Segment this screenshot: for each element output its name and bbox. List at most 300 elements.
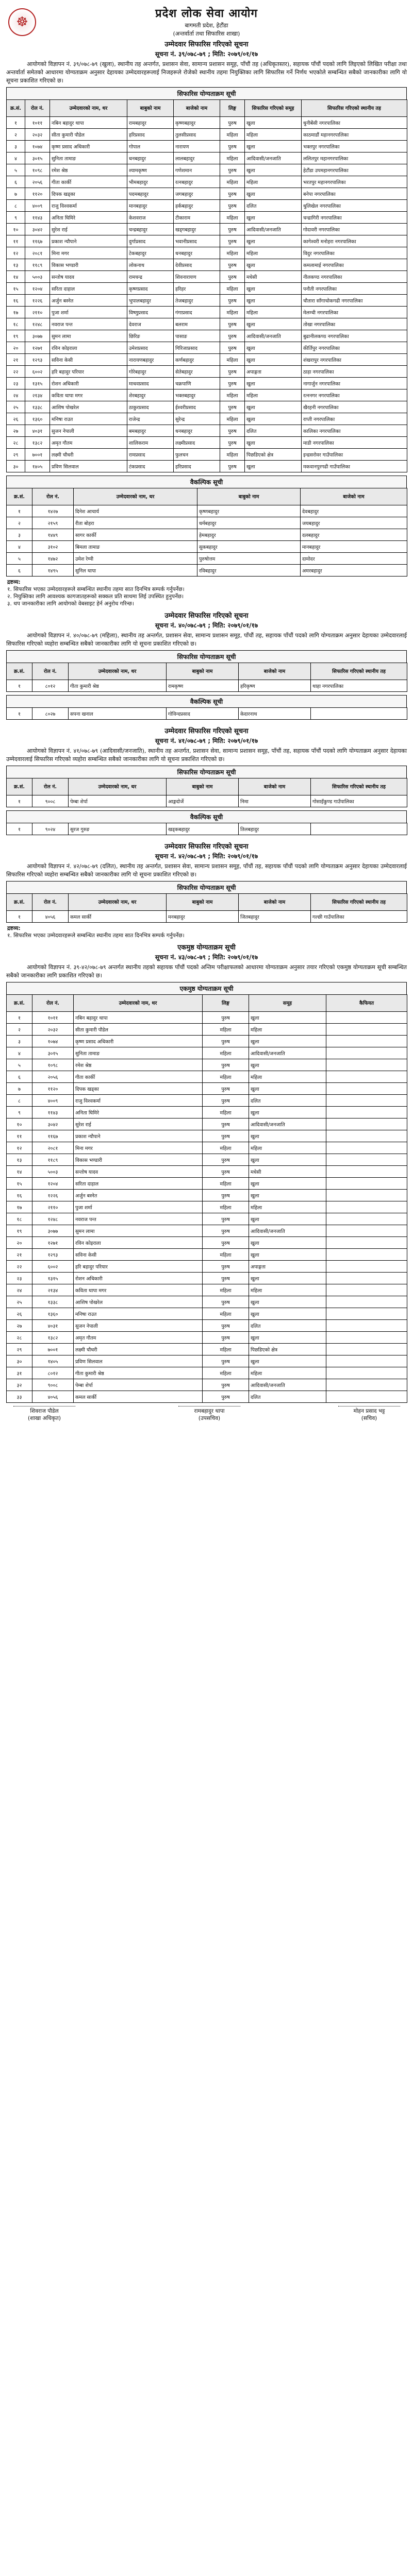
column-header: लिङ्ग bbox=[220, 100, 245, 117]
table-cell: मनिषा राउत bbox=[50, 413, 127, 425]
notice-4-number: सूचना नं. ४२/०७८-७९ ; मिति: २०७९/०१/१७ bbox=[155, 853, 258, 860]
table-row bbox=[7, 330, 407, 342]
table-row bbox=[7, 1142, 407, 1154]
table-row bbox=[7, 188, 407, 200]
table-row bbox=[7, 1249, 407, 1261]
notice-5-title: एकमुष्ठ योग्यताक्रम सूची bbox=[177, 944, 236, 952]
table-cell: गोदावरी नगरपालिका bbox=[302, 224, 407, 235]
table-cell: २१५९ bbox=[32, 517, 74, 529]
table-cell: ३१०२ bbox=[32, 541, 74, 553]
table-cell: आदिवासी/जनजाति bbox=[249, 1225, 326, 1237]
table-cell: प्रकाश न्यौपाने bbox=[50, 235, 127, 247]
table-cell: अनिता घिमिरे bbox=[50, 212, 127, 224]
table-cell: केशवराज bbox=[127, 212, 174, 224]
table-cell: खड्कबहादुर bbox=[167, 823, 239, 835]
table-cell: माधवप्रसाद bbox=[127, 378, 174, 389]
table-cell: महिला bbox=[203, 1071, 249, 1083]
column-header: समूह bbox=[249, 995, 326, 1012]
notice-4-paragraph: आयोगको विज्ञापन नं. ४२/०७८-७९ (दलित), स्थानीय तह अन्तर्गत, प्रशासन सेवा, सामान्य प्रशासन समूह, पाँचौं तह, सहायक पाँचौं पदको लागि योग्यताक्रम अनुसार देहायका उम्मेदवारलाई सिफारिस गरिएको व्यहोरा सम्बन्धित सबैको जानकारीका लागि यो सूचना प्रकाशित गरिएको छ। bbox=[6, 863, 407, 878]
table-cell: १२ bbox=[7, 247, 25, 259]
table-row bbox=[7, 1332, 407, 1344]
table-cell: ५००३ bbox=[25, 271, 50, 283]
table-cell: ३३ bbox=[7, 1391, 32, 1403]
table-cell: मकवानपुरगढी गाउँपालिका bbox=[302, 461, 407, 472]
table-cell: पुरुष bbox=[203, 1355, 249, 1367]
notice-2-table bbox=[6, 663, 407, 692]
table-cell: खुला bbox=[245, 164, 302, 176]
table-cell: १ bbox=[7, 911, 32, 923]
table-row bbox=[7, 1225, 407, 1237]
table-cell: अपाङ्गता bbox=[245, 366, 302, 378]
document-page bbox=[4, 0, 409, 1427]
table-cell: राजु विश्वकर्मा bbox=[50, 200, 127, 212]
table-row bbox=[7, 795, 407, 807]
table-cell: देवीप्रसाद bbox=[174, 259, 220, 271]
column-header: लिङ्ग bbox=[203, 995, 249, 1012]
table-cell: गीता कार्की bbox=[50, 176, 127, 188]
notice-1-table-body bbox=[7, 117, 407, 472]
table-cell: रोशन अधिकारी bbox=[50, 378, 127, 389]
table-cell: ३०७७ bbox=[32, 1225, 74, 1237]
table-cell: खुला bbox=[249, 1012, 326, 1024]
table-cell: १०७४ bbox=[32, 1036, 74, 1047]
notice-3-alt-caption: वैकल्पिक सूची bbox=[6, 810, 407, 823]
table-cell: १२७१ bbox=[32, 1237, 74, 1249]
table-cell: हरिप्रसाद bbox=[174, 461, 220, 472]
table-cell: पदमबहादुर bbox=[127, 188, 174, 200]
table-cell: ९००८ bbox=[32, 795, 69, 807]
table-cell bbox=[326, 1083, 407, 1095]
table-row bbox=[7, 1083, 407, 1095]
table-cell: पुरुष bbox=[220, 141, 245, 152]
table-cell: खुला bbox=[249, 1273, 326, 1284]
table-cell: हरि बहादुर परियार bbox=[74, 1261, 203, 1273]
table-cell: अनिता घिमिरे bbox=[74, 1107, 203, 1118]
column-header: बाबुको नाम bbox=[167, 663, 239, 680]
table-cell: २५ bbox=[7, 1296, 32, 1308]
table-cell: दुर्गाप्रसाद bbox=[127, 235, 174, 247]
notice-1-table bbox=[6, 99, 407, 472]
table-cell: रविबहादुर bbox=[197, 565, 301, 577]
table-cell: १०९८ bbox=[25, 164, 50, 176]
table-cell: सुनिता तामाङ bbox=[74, 1047, 203, 1059]
table-row bbox=[7, 235, 407, 247]
table-cell: शिवनारायण bbox=[174, 271, 220, 283]
table-cell: पुरुष bbox=[203, 1213, 249, 1225]
table-cell: राजु विश्वकर्मा bbox=[74, 1095, 203, 1107]
table-cell: कृष्णप्रसाद bbox=[127, 283, 174, 295]
table-cell: सुकबहादुर bbox=[197, 541, 301, 553]
table-cell: दिपक खड्का bbox=[74, 1083, 203, 1095]
column-header: उम्मेदवारको नाम, थर bbox=[69, 778, 167, 795]
table-cell: मनबहादुर bbox=[167, 911, 239, 923]
table-cell: ६ bbox=[7, 1071, 32, 1083]
table-cell: सन्तोष यादव bbox=[74, 1166, 203, 1178]
table-cell: जयबहादुर bbox=[301, 517, 407, 529]
table-cell: २८ bbox=[7, 1332, 32, 1344]
table-cell bbox=[326, 1213, 407, 1225]
table-cell: २ bbox=[7, 1024, 32, 1036]
table-cell: सागर कार्की bbox=[74, 529, 197, 541]
table-cell: पुरुष bbox=[203, 1118, 249, 1130]
table-cell: खुला bbox=[249, 1130, 326, 1142]
table-cell: खुला bbox=[245, 401, 302, 413]
table-cell: पुरुष bbox=[220, 318, 245, 330]
table-cell: श्यामकृष्ण bbox=[127, 164, 174, 176]
table-cell bbox=[311, 823, 407, 835]
table-cell: १२९३ bbox=[25, 354, 50, 366]
table-cell: पुरुष bbox=[220, 437, 245, 449]
table-cell: खुला bbox=[249, 1107, 326, 1118]
notice-1-title: उम्मेदवार सिफारिस गरिएको सूचना bbox=[164, 41, 249, 48]
table-cell: दलित bbox=[249, 1320, 326, 1332]
table-cell: नागार्जुन नगरपालिका bbox=[302, 378, 407, 389]
column-header: रोल नं. bbox=[32, 894, 69, 911]
table-row bbox=[7, 117, 407, 129]
table-cell: मानबहादुर bbox=[301, 541, 407, 553]
table-cell: १२४८ bbox=[32, 1213, 74, 1225]
table-row bbox=[7, 342, 407, 354]
signatory-name: रामबहादुर थापा bbox=[178, 1406, 240, 1415]
notice-4-table-caption: सिफारिस योग्यताक्रम सूची bbox=[6, 881, 407, 893]
table-cell bbox=[326, 1118, 407, 1130]
table-cell: हर्कबहादुर bbox=[174, 200, 220, 212]
table-cell: ५ bbox=[7, 164, 25, 176]
table-cell: हरिप्रसाद bbox=[127, 129, 174, 141]
table-cell: अमृत गौतम bbox=[74, 1332, 203, 1344]
notes-1 bbox=[7, 579, 406, 607]
table-row bbox=[7, 449, 407, 461]
table-cell bbox=[311, 708, 407, 720]
table-cell: २२ bbox=[7, 366, 25, 378]
notice-5-table-body bbox=[7, 1012, 407, 1403]
table-cell: भक्तबहादुर bbox=[174, 389, 220, 401]
column-header: बाजेको नाम bbox=[174, 100, 220, 117]
table-cell: सीता कुमारी पौडेल bbox=[50, 129, 127, 141]
table-cell: १ bbox=[7, 680, 32, 692]
signatory-name: मोहन प्रसाद भट्ट bbox=[338, 1406, 400, 1415]
table-cell: काठमाडौं महानगरपालिका bbox=[302, 129, 407, 141]
table-cell: १७ bbox=[7, 307, 25, 318]
table-cell: महिला bbox=[245, 389, 302, 401]
table-cell: दलित bbox=[249, 1391, 326, 1403]
table-row bbox=[7, 271, 407, 283]
table-row bbox=[7, 1201, 407, 1213]
notice-5-table bbox=[6, 994, 407, 1403]
table-cell: दलित bbox=[245, 200, 302, 212]
table-cell: महिला bbox=[220, 129, 245, 141]
column-header: रोल नं. bbox=[32, 778, 69, 795]
table-cell: ललितपुर महानगरपालिका bbox=[302, 152, 407, 164]
table-cell: पेम्बा शेर्पा bbox=[69, 795, 167, 807]
table-cell: रामबहादुर bbox=[127, 117, 174, 129]
table-cell bbox=[326, 1379, 407, 1391]
table-cell: गोविन्दप्रसाद bbox=[167, 708, 239, 720]
table-cell: महिला bbox=[220, 307, 245, 318]
table-cell: ३ bbox=[7, 1036, 32, 1047]
table-cell: धनबहादुर bbox=[127, 152, 174, 164]
table-cell bbox=[326, 1178, 407, 1190]
table-row bbox=[7, 1166, 407, 1178]
table-cell: महिला bbox=[203, 1284, 249, 1296]
table-cell: विकास भण्डारी bbox=[74, 1154, 203, 1166]
table-cell: कालिका नगरपालिका bbox=[302, 425, 407, 437]
commission-header bbox=[4, 5, 409, 36]
table-cell: लक्ष्मी चौधरी bbox=[74, 1344, 203, 1355]
table-cell: पुरुष bbox=[220, 401, 245, 413]
column-header: क्र.सं. bbox=[7, 995, 32, 1012]
table-cell: आदिवासी/जनजाति bbox=[245, 152, 302, 164]
table-cell: पुरुष bbox=[220, 366, 245, 378]
table-cell: प्रविण सिलवाल bbox=[50, 461, 127, 472]
table-cell: हेटौंडा उपमहानगरपालिका bbox=[302, 164, 407, 176]
table-cell: १३१५ bbox=[32, 1273, 74, 1284]
table-row bbox=[7, 1308, 407, 1320]
table-cell bbox=[326, 1355, 407, 1367]
table-cell: रीता बोहरा bbox=[74, 517, 197, 529]
table-cell: खुला bbox=[245, 354, 302, 366]
table-row bbox=[7, 295, 407, 307]
table-row bbox=[7, 708, 407, 720]
table-cell: भुपालबहादुर bbox=[127, 295, 174, 307]
table-cell bbox=[326, 1201, 407, 1213]
table-cell: कृष्णबहादुर bbox=[197, 505, 301, 517]
notice-5-number: सूचना नं. ४३/०७८-७९ ; मिति: २०७९/०१/१७ bbox=[155, 954, 258, 961]
signatory-title: (उपसचिव) bbox=[198, 1415, 221, 1421]
table-cell: खुला bbox=[249, 1308, 326, 1320]
table-cell: पुरुष bbox=[203, 1261, 249, 1273]
table-cell: ईश्वरीप्रसाद bbox=[174, 401, 220, 413]
table-cell: खुला bbox=[249, 1178, 326, 1190]
notice-5-table-caption: एकमुष्ठ योग्यताक्रम सूची bbox=[6, 982, 407, 994]
note-item: १. सिफारिस भएका उम्मेदवारहरूले सम्बन्धित स्थानीय तहमा सात दिनभित्र सम्पर्क गर्नुपर्नेछ। bbox=[7, 586, 185, 592]
commission-title: प्रदेश लोक सेवा आयोग bbox=[155, 7, 258, 20]
table-cell: रत्नबहादुर bbox=[174, 176, 220, 188]
signatory-title: (सचिव) bbox=[361, 1415, 377, 1421]
table-cell: २४ bbox=[7, 1284, 32, 1296]
notice-5-header-row bbox=[7, 995, 407, 1012]
table-cell: चक्रपाणि bbox=[174, 378, 220, 389]
table-cell: ३२ bbox=[7, 1379, 32, 1391]
table-row bbox=[7, 1047, 407, 1059]
table-cell: खड्गबहादुर bbox=[174, 224, 220, 235]
table-cell: १४०५ bbox=[25, 461, 50, 472]
table-cell: गणेशमान bbox=[174, 164, 220, 176]
column-header: उम्मेदवारको नाम, थर bbox=[74, 488, 197, 505]
table-row bbox=[7, 1261, 407, 1273]
table-cell: २४ bbox=[7, 389, 25, 401]
table-cell: ४०३१ bbox=[25, 425, 50, 437]
table-cell: सन्तोष यादव bbox=[50, 271, 127, 283]
table-cell: ४०५६ bbox=[32, 911, 69, 923]
table-cell: छिरिङ bbox=[127, 330, 174, 342]
table-cell bbox=[326, 1308, 407, 1320]
table-cell: खुला bbox=[249, 1190, 326, 1201]
table-cell: महिला bbox=[203, 1367, 249, 1379]
notice-5-paragraph: आयोगको विज्ञापन नं. ३९-४२/०७८-७९ अन्तर्गत स्थानीय तहको सहायक पाँचौं पदको अन्तिम परीक्षाफलको आधारमा योग्यताक्रम अनुसार तयार गरिएको एकमुष्ठ योग्यताक्रम सूची सम्बन्धित सबैको जानकारीका लागि प्रकाशित गरिएको छ। bbox=[6, 964, 407, 979]
table-cell: सुनिल थापा bbox=[74, 565, 197, 577]
table-cell: पुरुष bbox=[220, 295, 245, 307]
table-cell bbox=[326, 1296, 407, 1308]
table-cell: भरतपुर महानगरपालिका bbox=[302, 176, 407, 188]
table-cell: पनौती नगरपालिका bbox=[302, 283, 407, 295]
table-row bbox=[7, 1059, 407, 1071]
table-cell: लोकनाथ bbox=[127, 259, 174, 271]
table-cell: १९ bbox=[7, 330, 25, 342]
table-cell bbox=[326, 1047, 407, 1059]
table-cell: ११८९ bbox=[32, 1154, 74, 1166]
table-cell: विष्णुप्रसाद bbox=[127, 307, 174, 318]
table-cell: २९ bbox=[7, 449, 25, 461]
table-cell bbox=[326, 1190, 407, 1201]
table-cell: रविन कोइराला bbox=[74, 1237, 203, 1249]
table-row bbox=[7, 425, 407, 437]
table-cell: खुला bbox=[245, 117, 302, 129]
table-cell: १४ bbox=[7, 271, 25, 283]
table-cell: २ bbox=[7, 517, 32, 529]
table-cell: १३३८ bbox=[32, 1296, 74, 1308]
table-cell: १०११ bbox=[25, 117, 50, 129]
column-header: उम्मेदवारको नाम, थर bbox=[50, 100, 127, 117]
table-cell: २०८१ bbox=[25, 247, 50, 259]
table-cell: ३०४२ bbox=[25, 224, 50, 235]
table-cell: मिना मगर bbox=[74, 1142, 203, 1154]
table-cell bbox=[326, 1391, 407, 1403]
table-cell: २१ bbox=[7, 1249, 32, 1261]
alt-1-table-body bbox=[7, 505, 407, 577]
table-cell: २३ bbox=[7, 1273, 32, 1284]
table-row bbox=[7, 224, 407, 235]
table-cell: ६००२ bbox=[25, 366, 50, 378]
notes-2-heading: द्रष्टव्य: bbox=[7, 925, 21, 931]
table-cell: ११४३ bbox=[25, 212, 50, 224]
table-cell: मनिषा राउत bbox=[74, 1308, 203, 1320]
table-cell: ९ bbox=[7, 212, 25, 224]
column-header: सिफारिस गरिएको स्थानीय तह bbox=[311, 778, 407, 795]
table-cell: आङ्गदोर्जे bbox=[167, 795, 239, 807]
column-header: क्र.सं. bbox=[7, 894, 32, 911]
table-cell: सविना केसी bbox=[74, 1249, 203, 1261]
table-cell: कविता थापा मगर bbox=[74, 1284, 203, 1296]
table-row bbox=[7, 129, 407, 141]
table-row bbox=[7, 1213, 407, 1225]
table-cell: राजेन्द्र bbox=[127, 413, 174, 425]
column-header: बाबुको नाम bbox=[167, 778, 239, 795]
alt-1-table bbox=[6, 488, 407, 577]
table-cell: सेतेबहादुर bbox=[174, 366, 220, 378]
table-cell: रमेश श्रेष्ठ bbox=[50, 164, 127, 176]
table-row bbox=[7, 247, 407, 259]
table-row bbox=[7, 1284, 407, 1296]
table-cell bbox=[326, 1237, 407, 1249]
table-cell: चन्द्रबहादुर bbox=[127, 224, 174, 235]
table-cell bbox=[326, 1154, 407, 1166]
table-row bbox=[7, 517, 407, 529]
table-cell: धर्मबहादुर bbox=[197, 517, 301, 529]
table-cell: कविता थापा मगर bbox=[50, 389, 127, 401]
table-cell: महिला bbox=[245, 307, 302, 318]
table-cell: धुनीबेंसी नगरपालिका bbox=[302, 117, 407, 129]
table-cell: महिला bbox=[203, 1201, 249, 1213]
table-cell: ६ bbox=[7, 565, 32, 577]
note-item: २. नियुक्तिका लागि आवश्यक कागजातहरूको सक्कल प्रति साथमा लिई उपस्थित हुनुपर्नेछ। bbox=[7, 594, 184, 600]
table-cell: सुमन लामा bbox=[74, 1225, 203, 1237]
table-cell: चौतारा साँगाचोकगढी नगरपालिका bbox=[302, 295, 407, 307]
table-cell: ३० bbox=[7, 1355, 32, 1367]
table-cell: बिमला तामाङ bbox=[74, 541, 197, 553]
table-cell: १४ bbox=[7, 1166, 32, 1178]
notice-4-table bbox=[6, 893, 407, 923]
table-cell: खैरहनी नगरपालिका bbox=[302, 401, 407, 413]
table-row bbox=[7, 318, 407, 330]
column-header: बाबुको नाम bbox=[197, 488, 301, 505]
table-cell: राप्ती नगरपालिका bbox=[302, 413, 407, 425]
table-cell: १४९५ bbox=[32, 565, 74, 577]
table-cell: १०७४ bbox=[25, 141, 50, 152]
table-cell: महिला bbox=[220, 449, 245, 461]
table-cell bbox=[326, 1059, 407, 1071]
table-cell: ६००२ bbox=[32, 1261, 74, 1273]
table-cell: कमलामाई नगरपालिका bbox=[302, 259, 407, 271]
table-cell: दिपक खड्का bbox=[50, 188, 127, 200]
table-cell: कृष्ण प्रसाद अधिकारी bbox=[74, 1036, 203, 1047]
table-cell: १२०४ bbox=[32, 1178, 74, 1190]
column-header: बाजेको नाम bbox=[239, 778, 311, 795]
table-cell bbox=[326, 1284, 407, 1296]
table-cell: उमेश रेग्मी bbox=[74, 553, 197, 565]
table-cell: २०५६ bbox=[25, 176, 50, 188]
table-cell: खुला bbox=[249, 1249, 326, 1261]
table-cell: २६ bbox=[7, 1308, 32, 1320]
table-cell: २ bbox=[7, 129, 25, 141]
table-cell: हरिहर bbox=[174, 283, 220, 295]
table-cell bbox=[326, 1036, 407, 1047]
table-cell: ७ bbox=[7, 1083, 32, 1095]
table-cell: १ bbox=[7, 823, 32, 835]
table-cell: कमल सार्की bbox=[69, 911, 167, 923]
column-header: बाजेको नाम bbox=[239, 894, 311, 911]
table-cell bbox=[326, 1261, 407, 1273]
notice-3-header-row bbox=[7, 778, 407, 795]
government-emblem-icon: ☸ bbox=[8, 8, 36, 36]
table-cell: अमरबहादुर bbox=[301, 565, 407, 577]
column-header: उम्मेदवारको नाम, थर bbox=[69, 663, 167, 680]
table-cell: ११४३ bbox=[32, 1107, 74, 1118]
table-cell: ८०२७ bbox=[32, 708, 69, 720]
table-cell: १२ bbox=[7, 1142, 32, 1154]
table-cell: महिला bbox=[203, 1178, 249, 1190]
table-cell: सीता कुमारी पौडेल bbox=[74, 1024, 203, 1036]
table-cell: ११८९ bbox=[25, 259, 50, 271]
table-cell: हरि बहादुर परियार bbox=[50, 366, 127, 378]
notice-3-alt-table bbox=[6, 823, 407, 835]
column-header: सिफारिस गरिएको स्थानीय तह bbox=[311, 663, 407, 680]
table-cell: १२२६ bbox=[32, 1190, 74, 1201]
table-cell bbox=[326, 1130, 407, 1142]
table-cell: नीलकण्ठ नगरपालिका bbox=[302, 271, 407, 283]
table-row bbox=[7, 212, 407, 224]
table-row bbox=[7, 307, 407, 318]
table-cell: महिला bbox=[220, 212, 245, 224]
table-cell: ११ bbox=[7, 235, 25, 247]
table-cell: तुलसीप्रसाद bbox=[174, 129, 220, 141]
table-cell: कृष्ण प्रसाद अधिकारी bbox=[50, 141, 127, 152]
table-cell: ५ bbox=[7, 553, 32, 565]
table-row bbox=[7, 152, 407, 164]
table-row bbox=[7, 1178, 407, 1190]
table-cell: गोपाल bbox=[127, 141, 174, 152]
table-cell: महिला bbox=[220, 176, 245, 188]
